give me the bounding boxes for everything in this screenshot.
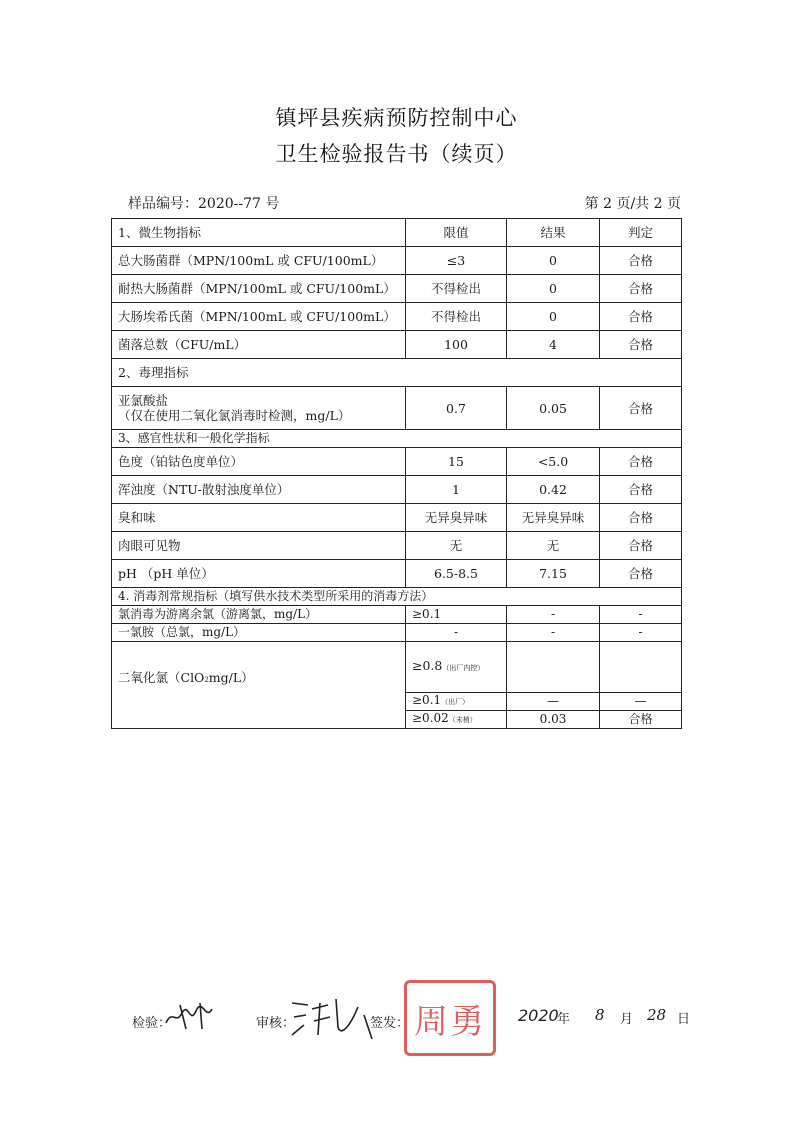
clo2-name-tail: mg/L） [208, 670, 254, 685]
section-2-label: 2、毒理指标 [112, 359, 682, 387]
item-limit: ≥0.1 [406, 606, 507, 624]
section-4-label: 4. 消毒剂常规指标（填写供水技术类型所采用的消毒方法） [112, 588, 682, 606]
table-row [112, 642, 682, 693]
item-result: 无异臭异味 [507, 504, 600, 532]
item-verdict: - [600, 606, 682, 624]
year-label: 年 [557, 1012, 571, 1027]
item-verdict [600, 642, 682, 693]
col-limit-header: 限值 [406, 219, 507, 247]
table-row [112, 560, 682, 588]
page-number: 第 2 页/共 2 页 [584, 196, 681, 212]
item-name: 浑浊度（NTU-散射浊度单位） [112, 476, 406, 504]
date-year: 2020 [518, 1006, 559, 1025]
item-verdict: - [600, 624, 682, 642]
item-limit [406, 642, 507, 693]
date-month: 8 [595, 1006, 605, 1024]
item-verdict: 合格 [600, 560, 682, 588]
item-limit: ≤3 [406, 247, 507, 275]
limit-note: （末梢） [448, 716, 477, 724]
item-verdict: 合格 [600, 387, 682, 430]
table-row [112, 247, 682, 275]
table-row [112, 387, 682, 430]
table-row [112, 331, 682, 359]
table-row [112, 476, 682, 504]
header-row [112, 219, 682, 247]
item-verdict: 合格 [600, 532, 682, 560]
item-limit: 1 [406, 476, 507, 504]
item-name: 菌落总数（CFU/mL） [112, 331, 406, 359]
item-limit [406, 711, 507, 729]
clo2-subscript: 2 [204, 676, 209, 684]
limit-value: ≥0.1 [412, 693, 442, 707]
table-row [112, 504, 682, 532]
col-verdict-header: 判定 [600, 219, 682, 247]
item-name [112, 387, 406, 430]
item-name: 臭和味 [112, 504, 406, 532]
clo2-name-text: 二氧化氯（ClO [118, 670, 205, 685]
item-result: — [507, 693, 600, 711]
item-name: 氯消毒为游离余氯（游离氯，mg/L） [112, 606, 406, 624]
item-limit [406, 693, 507, 711]
report-title: 卫生检验报告书（续页） [275, 142, 518, 166]
table-row [112, 532, 682, 560]
month-label: 月 [620, 1012, 634, 1027]
table-row [112, 448, 682, 476]
table-row [112, 303, 682, 331]
limit-note: （出厂） [441, 698, 470, 706]
tox-name-line1: 亚氯酸盐 [118, 393, 169, 408]
item-verdict: 合格 [600, 711, 682, 729]
review-label: 审核： [256, 1016, 296, 1031]
item-result: 0 [507, 247, 600, 275]
item-result [507, 642, 600, 693]
section-row [112, 588, 682, 606]
item-result: 0.05 [507, 387, 600, 430]
item-name: pH （pH 单位） [112, 560, 406, 588]
item-verdict: 合格 [600, 448, 682, 476]
item-limit: 不得检出 [406, 303, 507, 331]
section-1-label: 1、微生物指标 [112, 219, 406, 247]
item-limit: 6.5-8.5 [406, 560, 507, 588]
item-name: 总大肠菌群（MPN/100mL 或 CFU/100mL） [112, 247, 406, 275]
seal-stamp: 周勇 [404, 980, 496, 1056]
item-verdict: 合格 [600, 504, 682, 532]
item-limit: 不得检出 [406, 275, 507, 303]
date-day: 28 [647, 1006, 667, 1024]
item-result: 0 [507, 303, 600, 331]
table-row [112, 606, 682, 624]
item-limit: - [406, 624, 507, 642]
item-verdict: — [600, 693, 682, 711]
table-row [112, 275, 682, 303]
item-result: - [507, 606, 600, 624]
item-limit: 15 [406, 448, 507, 476]
item-verdict: 合格 [600, 303, 682, 331]
item-result: 4 [507, 331, 600, 359]
day-label: 日 [677, 1012, 691, 1027]
item-result: 0.03 [507, 711, 600, 729]
sample-number: 样品编号：2020--77 号 [128, 196, 280, 212]
item-verdict: 合格 [600, 331, 682, 359]
section-3-label: 3、感官性状和一般化学指标 [112, 430, 682, 448]
section-row [112, 430, 682, 448]
item-name: 耐热大肠菌群（MPN/100mL 或 CFU/100mL） [112, 275, 406, 303]
item-verdict: 合格 [600, 476, 682, 504]
item-limit: 无异臭异味 [406, 504, 507, 532]
limit-value: ≥0.02 [412, 711, 449, 725]
org-title: 镇坪县疾病预防控制中心 [275, 106, 518, 130]
section-row [112, 359, 682, 387]
tox-name-line2: （仅在使用二氧化氯消毒时检测，mg/L） [118, 408, 351, 423]
inspector-signature [162, 995, 218, 1035]
item-name: 大肠埃希氏菌（MPN/100mL 或 CFU/100mL） [112, 303, 406, 331]
item-name: 肉眼可见物 [112, 532, 406, 560]
col-result-header: 结果 [507, 219, 600, 247]
reviewer-signature [288, 995, 378, 1045]
table-row [112, 624, 682, 642]
item-name: 色度（铂钴色度单位） [112, 448, 406, 476]
item-result: 0 [507, 275, 600, 303]
item-verdict: 合格 [600, 247, 682, 275]
item-limit: 0.7 [406, 387, 507, 430]
item-result: 0.42 [507, 476, 600, 504]
item-name: 一氯胺（总氯，mg/L） [112, 624, 406, 642]
item-result: 7.15 [507, 560, 600, 588]
clo2-name [112, 642, 406, 729]
limit-note: （出厂内控） [442, 664, 485, 672]
inspect-label: 检验： [132, 1016, 172, 1031]
item-verdict: 合格 [600, 275, 682, 303]
item-result: <5.0 [507, 448, 600, 476]
item-result: - [507, 624, 600, 642]
report-table [111, 218, 682, 729]
limit-value: ≥0.8 [412, 658, 443, 673]
item-limit: 100 [406, 331, 507, 359]
item-result: 无 [507, 532, 600, 560]
item-limit: 无 [406, 532, 507, 560]
issue-label: 签发： [370, 1016, 410, 1031]
